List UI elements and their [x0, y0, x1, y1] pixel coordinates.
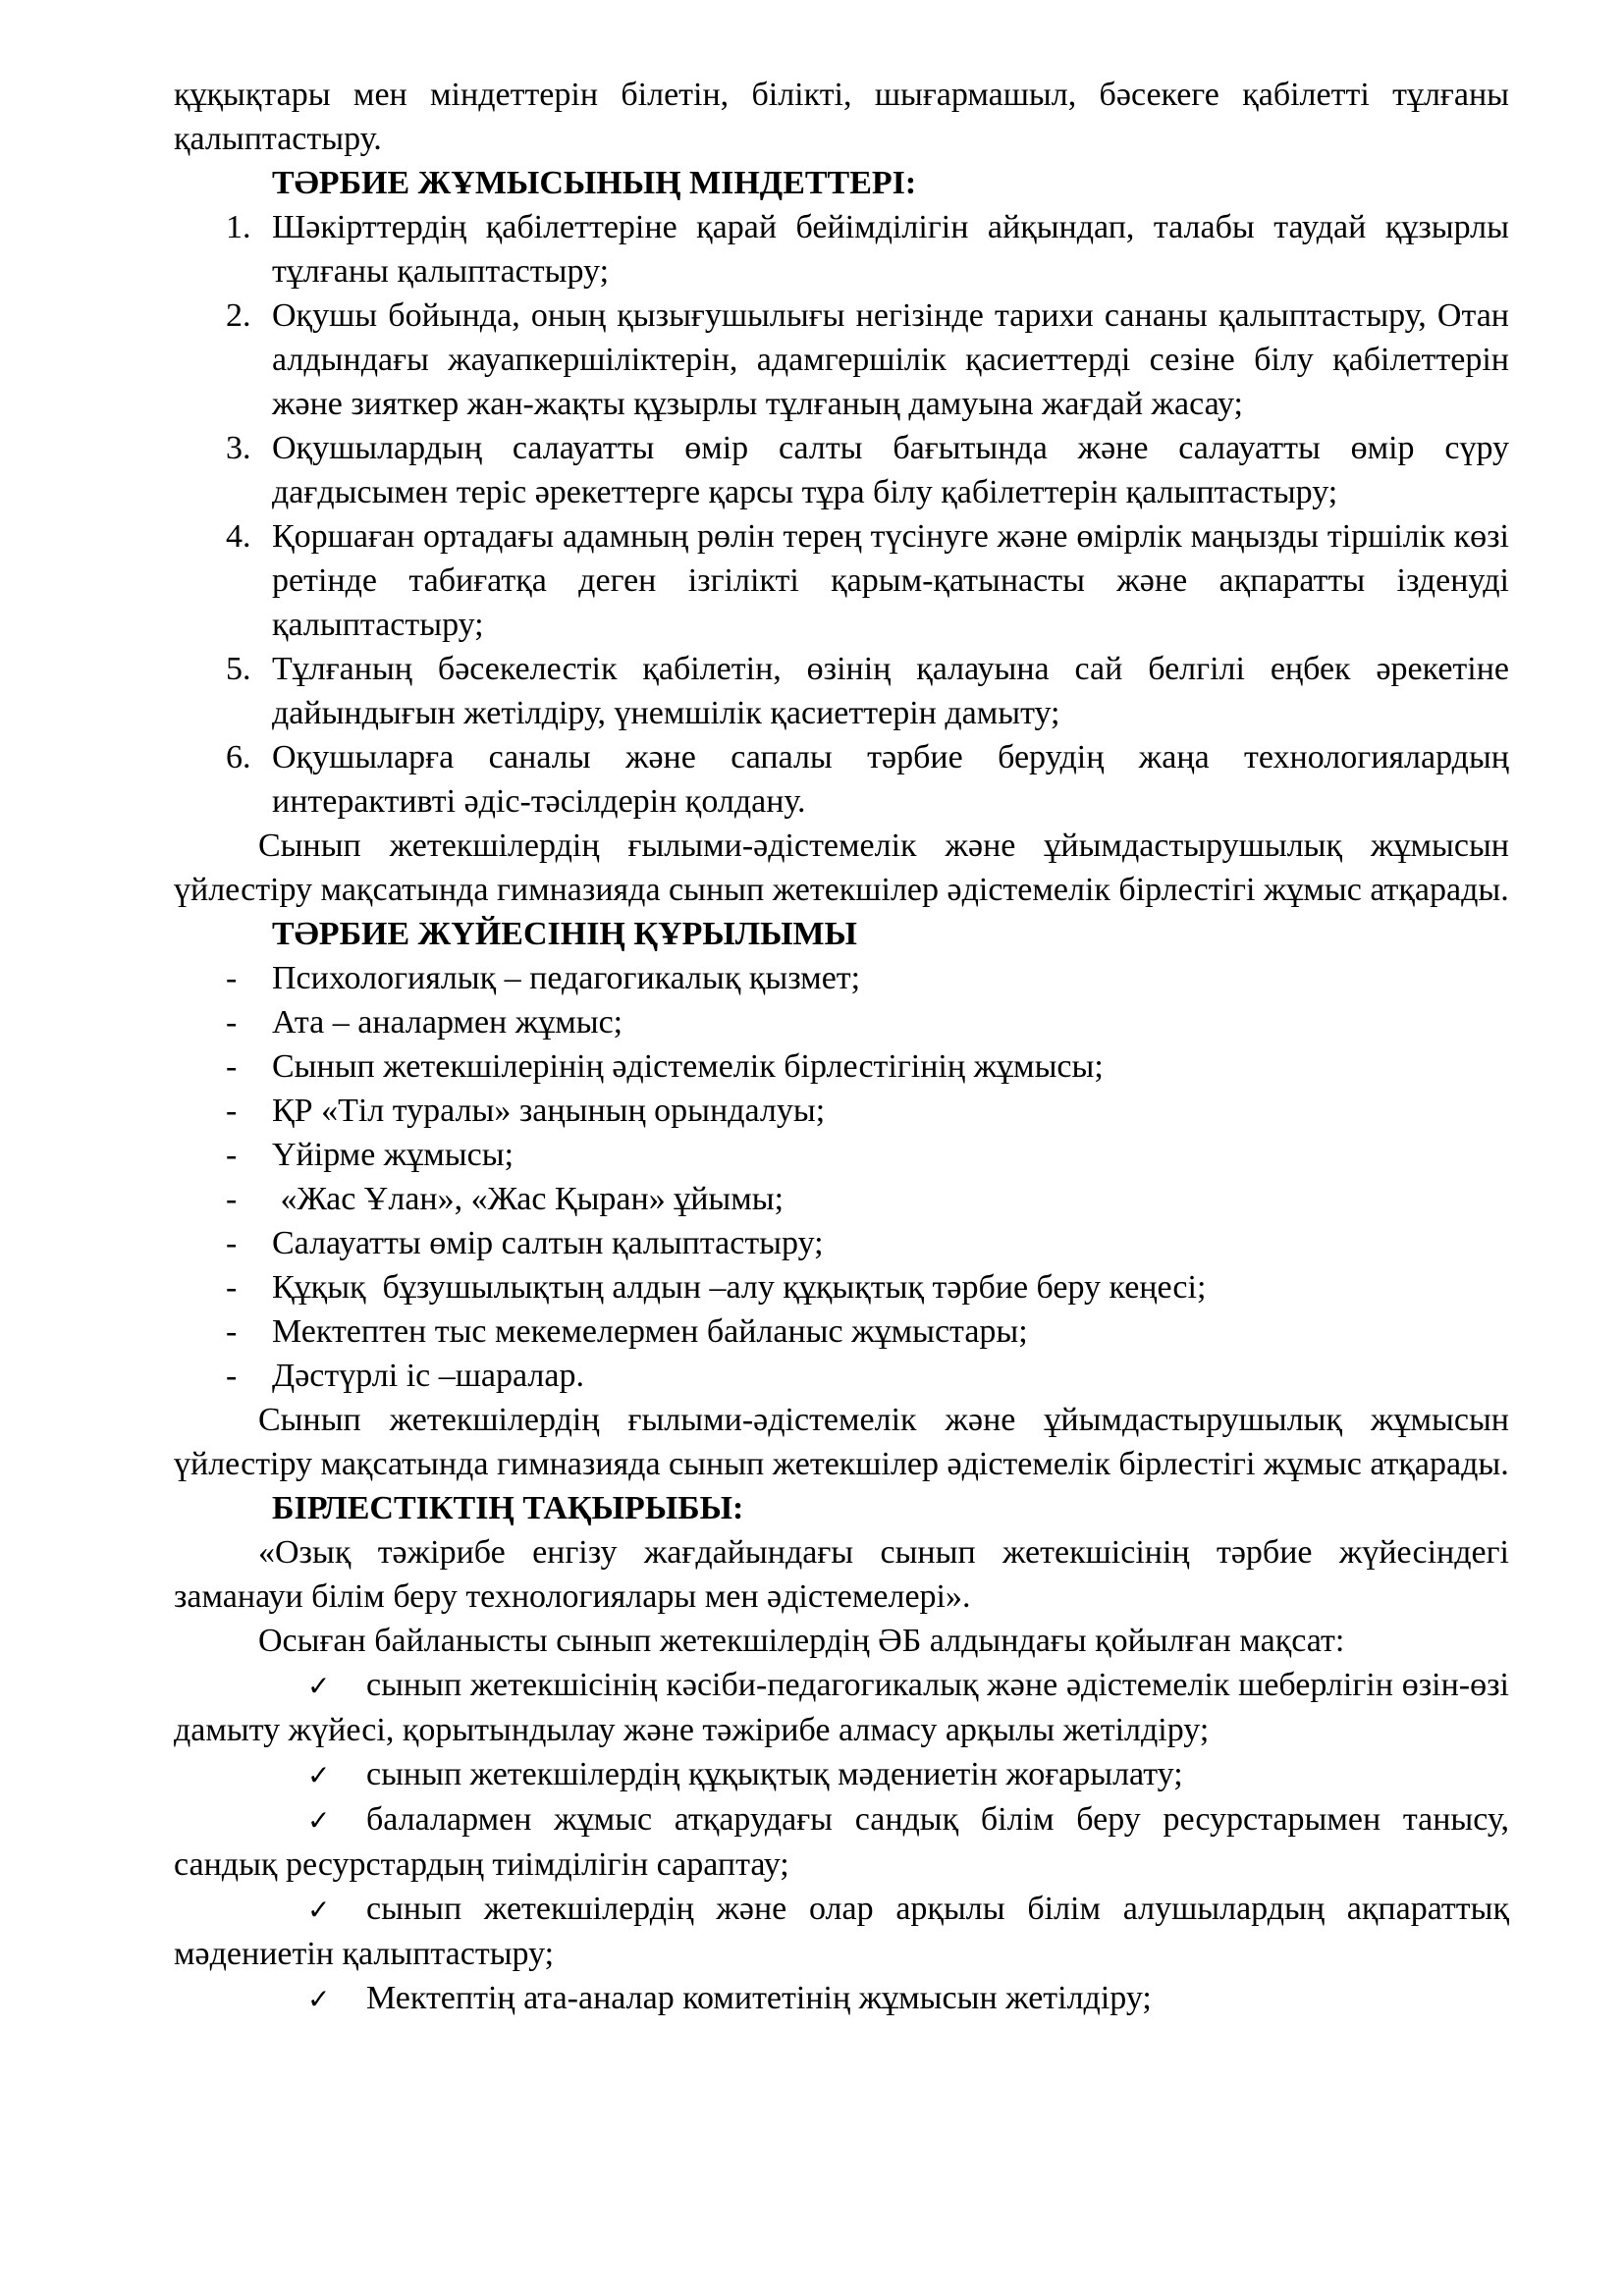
- list-number: 4.: [226, 518, 251, 555]
- list-item-text: Сынып жетекшілерінің әдістемелік бірлестігінің жұмысы;: [272, 1048, 1104, 1085]
- dash-bullet: -: [226, 1048, 238, 1085]
- list-item-text: Психологиялық – педагогикалық қызмет;: [272, 960, 861, 996]
- list-item: [174, 1133, 1509, 1177]
- list-item-text: Шәкірттердің қабілеттеріне қарай бейімділігін айқындап, талабы таудай құзырлы тұлғаны қалыптастыру;: [272, 209, 1509, 290]
- list-item: [174, 735, 1509, 824]
- checkmark-icon: ✓: [307, 1894, 331, 1926]
- list-item: [174, 1309, 1509, 1354]
- goal-text: балалармен жұмыс атқарудағы сандық білім беру ресурстарымен танысу, сандық ресурстардың тиімділігін сараптау;: [174, 1801, 1509, 1883]
- checkmark-icon: ✓: [307, 1759, 331, 1791]
- theme-heading: БІРЛЕСТІКТІҢ ТАҚЫРЫБЫ:: [272, 1490, 744, 1526]
- list-item: [174, 426, 1509, 514]
- list-item-text: ҚР «Тіл туралы» заңының орындалуы;: [272, 1093, 826, 1129]
- list-item-text: Ата – аналармен жұмыс;: [272, 1004, 623, 1041]
- goal-item: [174, 1976, 1509, 2021]
- list-item: [174, 1089, 1509, 1133]
- coordination-paragraph-repeat: Сынып жетекшілердің ғылыми-әдістемелік және ұйымдастырушылық жұмысын үйлестіру мақсатында гимназияда сынып жетекшілер әдістемелік бірлестігі жұмыс атқарады.: [174, 1402, 1509, 1482]
- intro-paragraph: құқықтары мен міндеттерін білетін, білікті, шығармашыл, бәсекеге қабілетті тұлғаны қалыптастыру.: [174, 77, 1509, 157]
- coordination-paragraph: Сынып жетекшілердің ғылыми-әдістемелік және ұйымдастырушылық жұмысын үйлестіру мақсатында гимназияда сынып жетекшілер әдістемелік бірлестігі жұмыс атқарады.: [174, 828, 1509, 908]
- list-item-text: Қоршаған ортадағы адамның рөлін терең түсінуге және өмірлік маңызды тіршілік көзі ретінде табиғатқа деген ізгілікті қарым-қатынасты және ақпаратты ізденуді қалыптастыру;: [272, 518, 1509, 643]
- dash-bullet: -: [226, 1313, 238, 1350]
- dash-bullet: -: [226, 1004, 238, 1041]
- list-item-text: Мектептен тыс мекемелермен байланыс жұмыстары;: [272, 1313, 1028, 1350]
- goal-item: [174, 1887, 1509, 1976]
- document-page: [174, 73, 1509, 2021]
- list-item: [174, 205, 1509, 294]
- goal-item: [174, 1752, 1509, 1797]
- dash-bullet: -: [226, 1269, 238, 1306]
- list-item-text: Құқық бұзушылықтың алдын –алу құқықтық тәрбие беру кеңесі;: [272, 1269, 1207, 1306]
- goal-item: [174, 1663, 1509, 1752]
- list-number: 5.: [226, 651, 251, 687]
- tasks-heading: ТӘРБИЕ ЖҰМЫСЫНЫҢ МІНДЕТТЕРІ:: [272, 165, 917, 201]
- list-number: 3.: [226, 430, 251, 466]
- tasks-list: [174, 205, 1509, 824]
- list-item: [174, 1000, 1509, 1044]
- goal-intro: Осыған байланысты сынып жетекшілердің ӘБ алдындағы қойылған мақсат:: [258, 1623, 1345, 1659]
- list-item-text: «Жас Ұлан», «Жас Қыран» ұйымы;: [272, 1181, 785, 1217]
- list-item: [174, 514, 1509, 647]
- goal-text: Мектептің ата-аналар комитетінің жұмысын жетілдіру;: [366, 1980, 1152, 2016]
- list-item-text: Дәстүрлі іс –шаралар.: [272, 1358, 584, 1394]
- goal-text: сынып жетекшілердің құқықтық мәдениетін жоғарылату;: [366, 1756, 1183, 1792]
- checkmark-icon: ✓: [307, 1983, 331, 2015]
- structure-list: [174, 956, 1509, 1398]
- list-item: [174, 956, 1509, 1000]
- structure-heading: ТӘРБИЕ ЖҮЙЕСІНІҢ ҚҰРЫЛЫМЫ: [272, 916, 857, 952]
- goal-text: сынып жетекшісінің кәсіби-педагогикалық және әдістемелік шеберлігін өзін-өзі дамыту жүйесі, қорытындылау және тәжірибе алмасу арқылы жетілдіру;: [174, 1667, 1509, 1748]
- dash-bullet: -: [226, 1093, 238, 1129]
- list-number: 6.: [226, 739, 251, 775]
- list-item: [174, 1221, 1509, 1265]
- list-item-text: Үйірме жұмысы;: [272, 1137, 514, 1173]
- list-item-text: Тұлғаның бәсекелестік қабілетін, өзінің қалауына сай белгілі еңбек әрекетіне дайындығын жетілдіру, үнемшілік қасиеттерін дамыту;: [272, 651, 1509, 731]
- goal-item: [174, 1797, 1509, 1887]
- list-item: [174, 647, 1509, 735]
- list-item: [174, 1177, 1509, 1221]
- list-item-text: Салауатты өмір салтын қалыптастыру;: [272, 1225, 824, 1261]
- list-item-text: Оқушы бойында, оның қызығушылығы негізінде тарихи сананы қалыптастыру, Отан алдындағы жауапкершіліктерін, адамгершілік қасиеттерді сезіне білу қабілеттерін және зияткер жан-жақты құзырлы тұлғаның дамуына жағдай жасау;: [272, 297, 1509, 422]
- dash-bullet: -: [226, 1358, 238, 1394]
- list-item: [174, 1265, 1509, 1309]
- goal-text: сынып жетекшілердің және олар арқылы білім алушылардың ақпараттық мәдениетін қалыптастыру;: [174, 1891, 1509, 1972]
- dash-bullet: -: [226, 1181, 238, 1217]
- checkmark-icon: ✓: [307, 1670, 331, 1702]
- checkmark-icon: ✓: [307, 1804, 331, 1837]
- theme-quote: «Озық тәжірибе енгізу жағдайындағы сынып жетекшісінің тәрбие жүйесіндегі заманауи білім беру технологиялары мен әдістемелері».: [174, 1534, 1509, 1615]
- list-item: [174, 1354, 1509, 1398]
- dash-bullet: -: [226, 1137, 238, 1173]
- list-number: 2.: [226, 297, 251, 334]
- dash-bullet: -: [226, 960, 238, 996]
- list-item-text: Оқушылардың салауатты өмір салты бағытында және салауатты өмір сүру дағдысымен теріс әрекеттерге қарсы тұра білу қабілеттерін қалыптастыру;: [272, 430, 1509, 510]
- list-number: 1.: [226, 209, 251, 245]
- list-item: [174, 294, 1509, 426]
- list-item-text: Оқушыларға саналы және сапалы тәрбие берудің жаңа технологиялардың интерактивті әдіс-тәсілдерін қолдану.: [272, 739, 1509, 820]
- list-item: [174, 1044, 1509, 1089]
- dash-bullet: -: [226, 1225, 238, 1261]
